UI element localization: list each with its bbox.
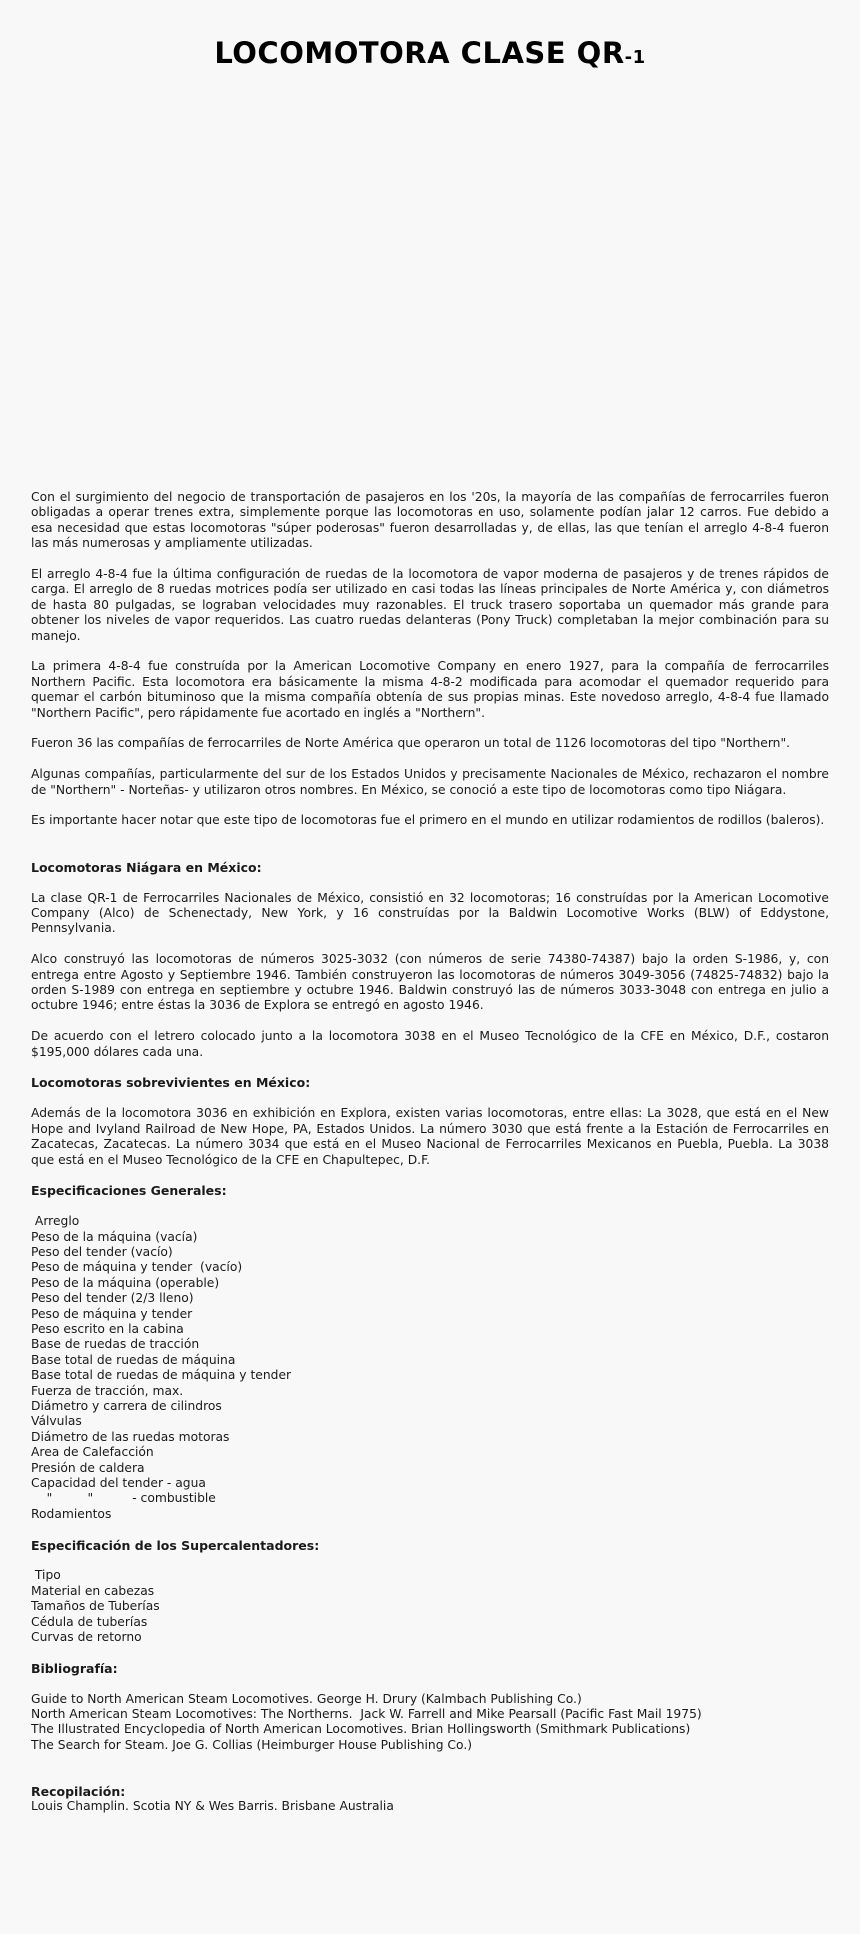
list-item: Guide to North American Steam Locomotives. George H. Drury (Kalmbach Publishing Co.): [31, 1691, 582, 1706]
list-item: " " - combustible: [31, 1491, 216, 1506]
intro-paragraph: La primera 4-8-4 fue construída por la American Locomotive Company en enero 1927, para la compañía de ferrocarriles Northern Pacific. Esta locomotora era básicamente la misma 4-8-2 modificada para acomodar el quemador requerido para quemar el carbón bituminoso que la misma compañía obtenía de sus propias minas. Este novedoso arreglo, 4-8-4 fue llamado "Northern Pacific", pero rápidamente fue acortado en inglés a "Northern".: [31, 659, 829, 720]
survivors-heading: Locomotoras sobrevivientes en México:: [31, 1075, 311, 1091]
list-item: Peso de máquina y tender (vacío): [31, 1260, 243, 1275]
intro-paragraph: Es importante hacer notar que este tipo de locomotoras fue el primero en el mundo en utilizar rodamientos de rodillos (baleros).: [31, 813, 825, 828]
page-title: [0, 36, 860, 70]
bibliography-list: [31, 1692, 829, 1754]
survivors-paragraph: Además de la locomotora 3036 en exhibición en Explora, existen varias locomotoras, entre ellas: La 3028, que está en el New Hope and Ivyland Railroad de New Hope, PA, Estados Unidos. La número 3030 que está frente a la Estación de Ferrocarriles en Zacatecas, Zacatecas. La número 3034 que está en el Museo Nacional de Ferrocarriles Mexicanos en Puebla, Puebla. La 3038 que está en el Museo Tecnológico de la CFE en Chapultepec, D.F.: [31, 1106, 829, 1167]
list-item: Peso del tender (2/3 lleno): [31, 1291, 194, 1306]
list-item: Base de ruedas de tracción: [31, 1337, 200, 1352]
list-item: Fuerza de tracción, max.: [31, 1383, 184, 1398]
list-item: Curvas de retorno: [31, 1630, 142, 1645]
bibliography-heading: Bibliografía:: [31, 1660, 118, 1676]
list-item: Arreglo: [31, 1214, 80, 1229]
list-item: Area de Calefacción: [31, 1445, 154, 1460]
list-item: Peso de la máquina (vacía): [31, 1229, 198, 1244]
general-specs-heading: Especificaciones Generales:: [31, 1183, 227, 1199]
list-item: Peso de la máquina (operable): [31, 1275, 220, 1290]
niagara-paragraph: De acuerdo con el letrero colocado junto a la locomotora 3038 en el Museo Tecnológico de la CFE en México, D.F., costaron $195,000 dólares cada una.: [31, 1029, 829, 1059]
list-item: Rodamientos: [31, 1506, 112, 1521]
niagara-heading: Locomotoras Niágara en México:: [31, 859, 262, 875]
list-item: Peso escrito en la cabina: [31, 1321, 184, 1336]
list-item: Base total de ruedas de máquina: [31, 1352, 236, 1367]
list-item: The Illustrated Encyclopedia of North American Locomotives. Brian Hollingsworth (Smithmark Publications): [31, 1722, 691, 1737]
list-item: North American Steam Locomotives: The Northerns. Jack W. Farrell and Mike Pearsall (Pacific Fast Mail 1975): [31, 1707, 702, 1722]
list-item: Tipo: [31, 1568, 61, 1583]
list-item: Presión de caldera: [31, 1460, 145, 1475]
list-item: The Search for Steam. Joe G. Collias (Heimburger House Publishing Co.): [31, 1737, 473, 1752]
intro-paragraph: Fueron 36 las compañías de ferrocarriles de Norte América que operaron un total de 1126 locomotoras del tipo "Northern".: [31, 736, 791, 751]
list-item: Base total de ruedas de máquina y tender: [31, 1368, 292, 1383]
title-main: LOCOMOTORA CLASE QR: [214, 36, 625, 70]
compilation-heading: Recopilación:: [31, 1784, 126, 1800]
superheater-specs-list: [31, 1568, 829, 1645]
general-specs-list: [31, 1214, 829, 1522]
niagara-paragraph: La clase QR-1 de Ferrocarriles Nacionales de México, consistió en 32 locomotoras; 16 construídas por la American Locomotive Company (Alco) de Schenectady, New York, y 16 construídas por la Baldwin Locomotive Works (BLW) of Eddystone, Pennsylvania.: [31, 890, 829, 936]
title-suffix: -1: [624, 47, 646, 68]
list-item: Peso de máquina y tender: [31, 1306, 193, 1321]
superheater-specs-heading: Especificación de los Supercalentadores:: [31, 1537, 320, 1553]
intro-paragraph: Algunas compañías, particularmente del sur de los Estados Unidos y precisamente Nacionales de México, rechazaron el nombre de "Northern" - Norteñas- y utilizaron otros nombres. En México, se conoció a este tipo de locomotoras como tipo Niágara.: [31, 767, 829, 797]
intro-paragraph: El arreglo 4-8-4 fue la última configuración de ruedas de la locomotora de vapor moderna de pasajeros y de trenes rápidos de carga. El arreglo de 8 ruedas motrices podía ser utilizado en casi todas las líneas principales de Norte América y, con diámetros de hasta 80 pulgadas, se lograban velocidades muy razonables. El truck trasero soportaba un quemador más grande para obtener los niveles de vapor requeridos. Las cuatro ruedas delanteras (Pony Truck) completaban la mejor combinación para su manejo.: [31, 567, 829, 643]
list-item: Válvulas: [31, 1414, 82, 1429]
niagara-paragraph: Alco construyó las locomotoras de números 3025-3032 (con números de serie 74380-74387) bajo la orden S-1986, y, con entrega entre Agosto y Septiembre 1946. También construyeron las locomotoras de números 3049-3056 (74825-74832) bajo la orden S-1989 con entrega en septiembre y octubre 1946. Baldwin construyó las de números 3033-3048 con entrega en julio a octubre 1946; entre éstas la 3036 de Explora se entregó en agosto 1946.: [31, 952, 829, 1013]
intro-paragraph: Con el surgimiento del negocio de transportación de pasajeros en los '20s, la mayoría de las compañías de ferrocarriles fueron obligadas a operar trenes extra, simplemente porque las locomotoras en uso, solamente podían jalar 12 carros. Fue debido a esa necesidad que estas locomotoras "súper poderosas" fueron desarrolladas y, de ellas, las que tenían el arreglo 4-8-4 fueron las más numerosas y ampliamente utilizadas.: [31, 490, 829, 551]
article-body: [31, 490, 829, 1830]
list-item: Peso del tender (vacío): [31, 1244, 173, 1259]
list-item: Diámetro y carrera de cilindros: [31, 1398, 222, 1413]
list-item: Cédula de tuberías: [31, 1614, 148, 1629]
compilation-text: Louis Champlin. Scotia NY & Wes Barris. Brisbane Australia: [31, 1799, 394, 1814]
list-item: Material en cabezas: [31, 1583, 155, 1598]
list-item: Diámetro de las ruedas motoras: [31, 1429, 230, 1444]
list-item: Tamaños de Tuberías: [31, 1599, 160, 1614]
list-item: Capacidad del tender - agua: [31, 1476, 206, 1490]
